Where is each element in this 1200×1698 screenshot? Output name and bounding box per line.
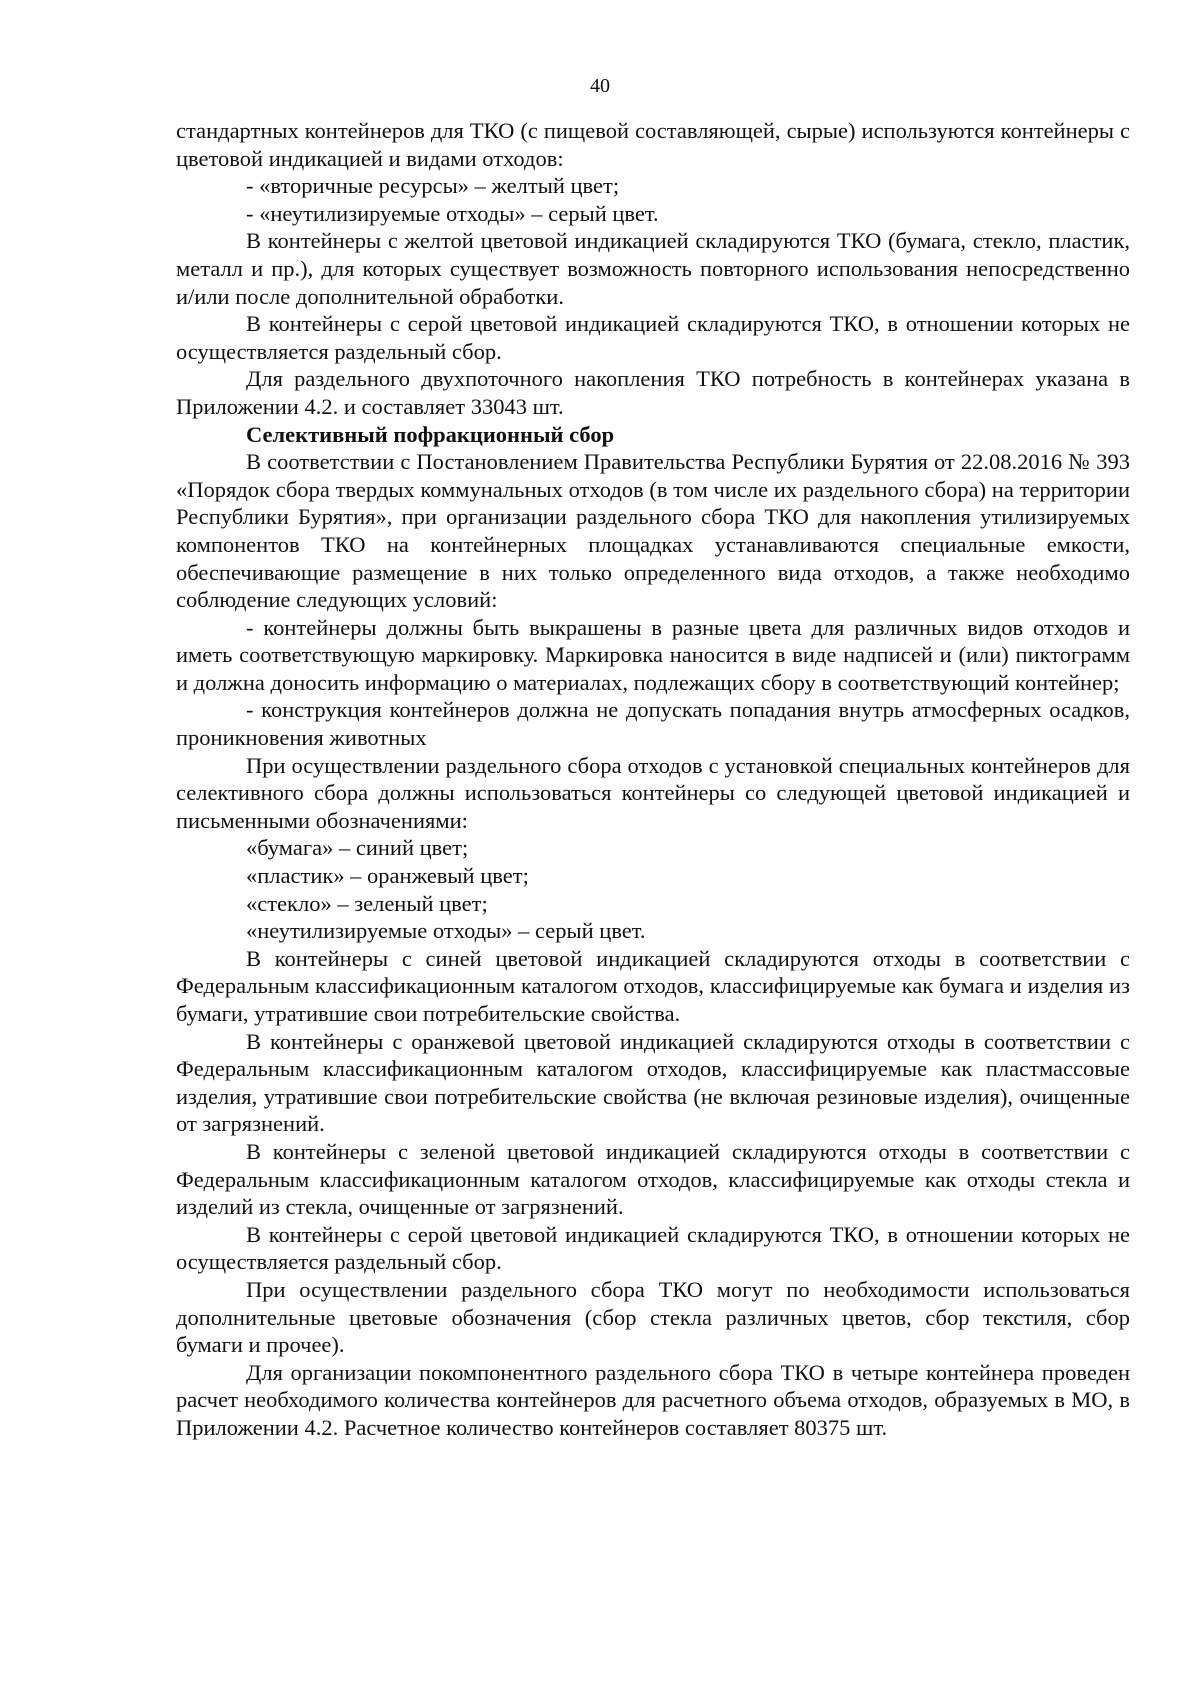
paragraph: Для организации покомпонентного раздельного сбора ТКО в четыре контейнера проведен расчет необходимого количества контейнеров для расчетного объема отходов, образуемых в МО, в Приложении 4.2. Расчетное количество контейнеров составляет 80375 шт.: [176, 1359, 1130, 1440]
paragraph: В соответствии с Постановлением Правительства Республики Бурятия от 22.08.2016 № 393 «Порядок сбора твердых коммунальных отходов (в том числе их раздельного сбора) на территории Республики Бурятия», при организации раздельного сбора ТКО для накопления утилизируемых компонентов ТКО на контейнерных площадках устанавливаются специальные емкости, обеспечивающие размещение в них только определенного вида отходов, а также необходимо соблюдение следующих условий:: [176, 449, 1130, 613]
paragraph: При осуществлении раздельного сбора отходов с установкой специальных контейнеров для селективного сбора должны использоваться контейнеры со следующей цветовой индикацией и письменными обозначениями:: [176, 752, 1130, 833]
paragraph: В контейнеры с зеленой цветовой индикацией складируются отходы в соответствии с Федеральным классификационным каталогом отходов, классифицируемые как отходы стекла и изделий из стекла, очищенные от загрязнений.: [176, 1138, 1130, 1220]
paragraph: В контейнеры с серой цветовой индикацией складируются ТКО, в отношении которых не осуществляется раздельный сбор.: [176, 311, 1130, 364]
paragraph: В контейнеры с оранжевой цветовой индикацией складируются отходы в соответствии с Федеральным классификационным каталогом отходов, классифицируемые как пластмассовые изделия, утратившие свои потребительские свойства (не включая резиновые изделия), очищенные от загрязнений.: [176, 1028, 1130, 1137]
list-item: «стекло» – зеленый цвет;: [246, 890, 488, 916]
paragraph: стандартных контейнеров для ТКО (с пищевой составляющей, сырые) используются контейнеры с цветовой индикацией и видами отходов:: [176, 118, 1130, 171]
list-item: «неутилизируемые отходы» – серый цвет.: [246, 918, 646, 944]
paragraph: - контейнеры должны быть выкрашены в разные цвета для различных видов отходов и иметь соответствующую маркировку. Маркировка наносится в виде надписей и (или) пиктограмм и должна доносить информацию о материалах, подлежащих сбору в соответствующий контейнер;: [176, 614, 1130, 695]
document-body: [176, 117, 1130, 1442]
list-item: «бумага» – синий цвет;: [246, 835, 469, 861]
paragraph: В контейнеры с серой цветовой индикацией складируются ТКО, в отношении которых не осуществляется раздельный сбор.: [176, 1221, 1130, 1275]
paragraph: В контейнеры с желтой цветовой индикацией складируются ТКО (бумага, стекло, пластик, металл и пр.), для которых существует возможность повторного использования непосредственно и/или после дополнительной обработки.: [176, 228, 1130, 309]
paragraph: В контейнеры с синей цветовой индикацией складируются отходы в соответствии с Федеральным классификационным каталогом отходов, классифицируемые как бумага и изделия из бумаги, утратившие свои потребительские свойства.: [176, 945, 1130, 1026]
page-number: 40: [590, 75, 610, 97]
paragraph: При осуществлении раздельного сбора ТКО могут по необходимости использоваться дополнительные цветовые обозначения (сбор стекла различных цветов, сбор текстиля, сбор бумаги и прочее).: [176, 1276, 1130, 1358]
paragraph: - конструкция контейнеров должна не допускать попадания внутрь атмосферных осадков, проникновения животных: [176, 697, 1130, 751]
paragraph: Для раздельного двухпоточного накопления ТКО потребность в контейнерах указана в Приложении 4.2. и составляет 33043 шт.: [176, 366, 1130, 419]
list-item: «пластик» – оранжевый цвет;: [246, 863, 529, 889]
list-item: - «вторичные ресурсы» – желтый цвет;: [246, 173, 620, 199]
list-item: - «неутилизируемые отходы» – серый цвет.: [246, 200, 659, 226]
section-heading: Селективный пофракционный сбор: [246, 421, 615, 447]
